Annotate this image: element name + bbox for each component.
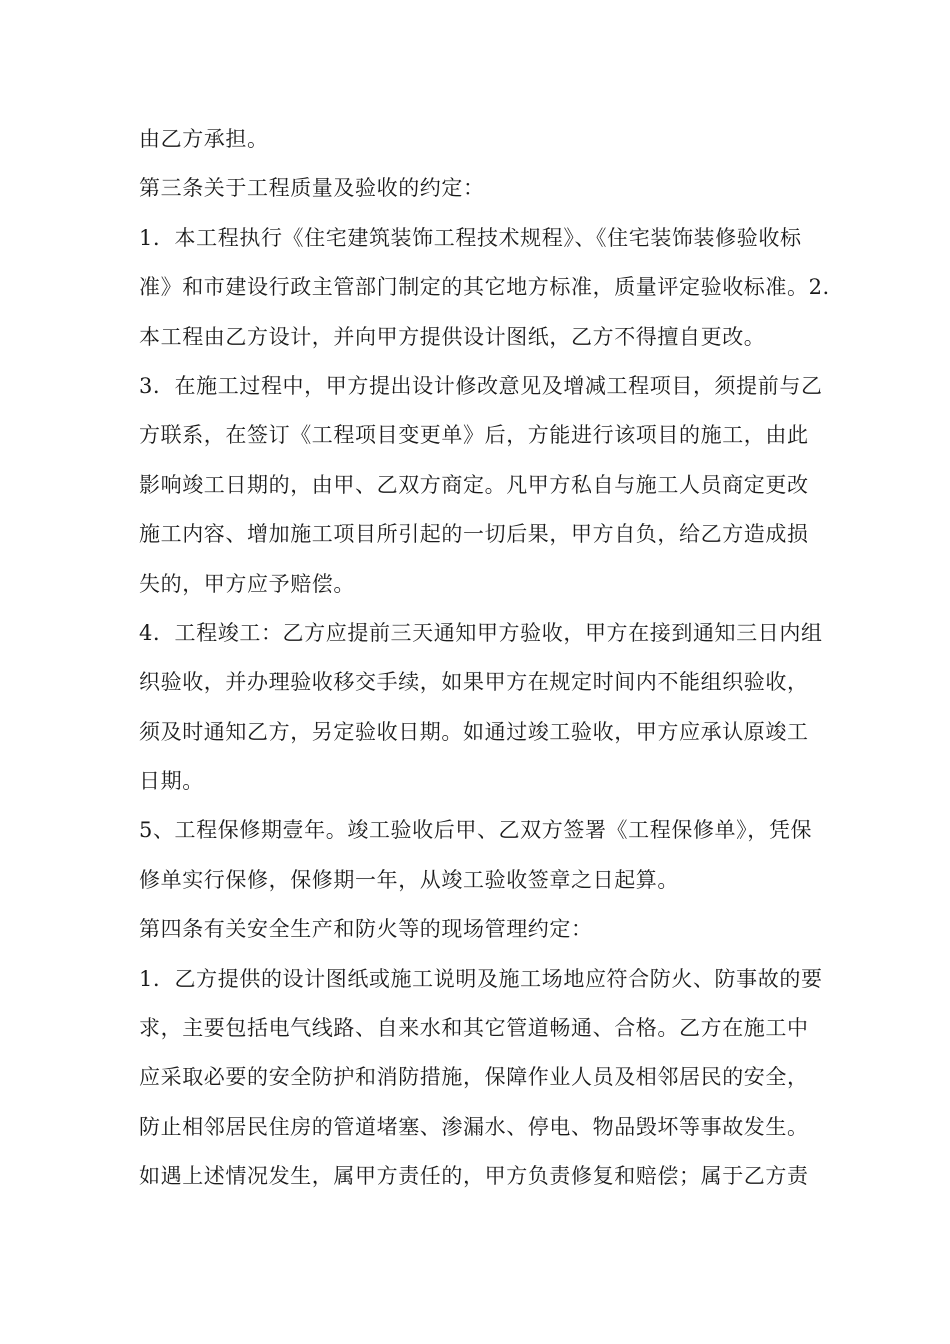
text-line: 求，主要包括电气线路、自来水和其它管道畅通、合格。乙方在施工中: [139, 1016, 809, 1041]
text-line: 由乙方承担。: [139, 127, 269, 151]
text-line: 本工程由乙方设计，并向甲方提供设计图纸，乙方不得擅自更改。: [139, 324, 766, 349]
section-heading: 第四条有关安全生产和防火等的现场管理约定：: [139, 917, 593, 942]
text-line: 准》和市建设行政主管部门制定的其它地方标准，质量评定验收标准。2.: [139, 275, 830, 300]
section-heading: 第三条关于工程质量及验收的约定：: [139, 176, 485, 201]
text-line: 须及时通知乙方，另定验收日期。如通过竣工验收，甲方应承认原竣工: [139, 719, 809, 744]
text-line: 如遇上述情况发生，属甲方责任的，甲方负责修复和赔偿；属于乙方责: [139, 1164, 809, 1189]
text-line: 3．在施工过程中，甲方提出设计修改意见及增减工程项目，须提前与乙: [139, 373, 823, 398]
text-line: 失的，甲方应予赔偿。: [139, 571, 355, 596]
text-line: 修单实行保修，保修期一年，从竣工验收签章之日起算。: [139, 867, 679, 892]
text-line: 5、工程保修期壹年。竣工验收后甲、乙双方签署《工程保修单》，凭保: [139, 818, 813, 843]
text-line: 4．工程竣工：乙方应提前三天通知甲方验收，甲方在接到通知三日内组: [139, 620, 823, 645]
text-line: 方联系，在签订《工程项目变更单》后，方能进行该项目的施工，由此: [139, 423, 809, 448]
text-line: 影响竣工日期的，由甲、乙双方商定。凡甲方私自与施工人员商定更改: [139, 472, 809, 497]
text-line: 织验收，并办理验收移交手续，如果甲方在规定时间内不能组织验收，: [139, 670, 809, 695]
document-body: [139, 115, 849, 1202]
text-line: 防止相邻居民住房的管道堵塞、渗漏水、停电、物品毁坏等事故发生。: [139, 1114, 809, 1139]
text-line: 1．乙方提供的设计图纸或施工说明及施工场地应符合防火、防事故的要: [139, 966, 823, 991]
text-line: 应采取必要的安全防护和消防措施，保障作业人员及相邻居民的安全，: [139, 1065, 809, 1090]
text-line: 1．本工程执行《住宅建筑装饰工程技术规程》、《住宅装饰装修验收标: [139, 225, 802, 250]
text-line: 施工内容、增加施工项目所引起的一切后果，甲方自负，给乙方造成损: [139, 522, 809, 547]
text-line: 日期。: [139, 769, 204, 794]
